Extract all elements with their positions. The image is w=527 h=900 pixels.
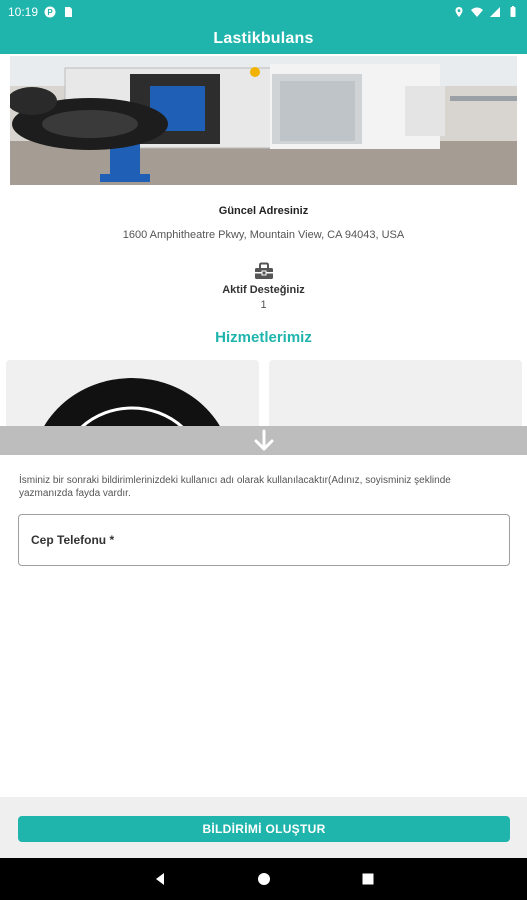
system-nav-bar bbox=[0, 858, 527, 900]
recents-icon[interactable] bbox=[361, 872, 375, 886]
hero-image bbox=[10, 56, 517, 185]
active-support-count: 1 bbox=[260, 299, 267, 311]
arrow-down-icon bbox=[253, 429, 275, 453]
home-icon[interactable] bbox=[257, 872, 271, 886]
status-bar bbox=[0, 0, 527, 24]
notification-p-icon bbox=[44, 6, 56, 18]
app-bar bbox=[0, 24, 527, 54]
wifi-icon bbox=[471, 6, 483, 18]
active-support-label: Aktif Desteğiniz bbox=[222, 284, 305, 296]
address-value: 1600 Amphitheatre Pkwy, Mountain View, CA 94043, USA bbox=[122, 229, 405, 241]
name-info-text: İsminiz bir sonraki bildirimlerinizdeki kullanıcı adı olarak kullanılacaktır(Adınız, soyisminiz şeklinde yazmanızda fayda vardır. bbox=[19, 475, 451, 499]
notification-form-sheet bbox=[0, 455, 527, 797]
services-title: Hizmetlerimiz bbox=[215, 329, 312, 346]
app-title: Lastikbulans bbox=[213, 30, 314, 47]
status-time: 10:19 bbox=[8, 5, 39, 19]
toolbox-icon bbox=[254, 262, 274, 280]
phone-field[interactable] bbox=[18, 514, 510, 566]
phone-field-label: Cep Telefonu * bbox=[31, 533, 115, 547]
back-icon[interactable] bbox=[153, 872, 167, 886]
battery-icon bbox=[507, 6, 519, 18]
sheet-handle[interactable] bbox=[0, 426, 527, 455]
sim-card-icon bbox=[62, 6, 74, 18]
signal-icon bbox=[489, 6, 501, 18]
tire-service-van-photo bbox=[10, 56, 517, 185]
location-icon bbox=[453, 6, 465, 18]
svg-text:P: P bbox=[47, 8, 53, 17]
create-notification-button[interactable]: BİLDİRİMİ OLUŞTUR bbox=[18, 816, 510, 842]
address-title: Güncel Adresiniz bbox=[218, 205, 309, 217]
